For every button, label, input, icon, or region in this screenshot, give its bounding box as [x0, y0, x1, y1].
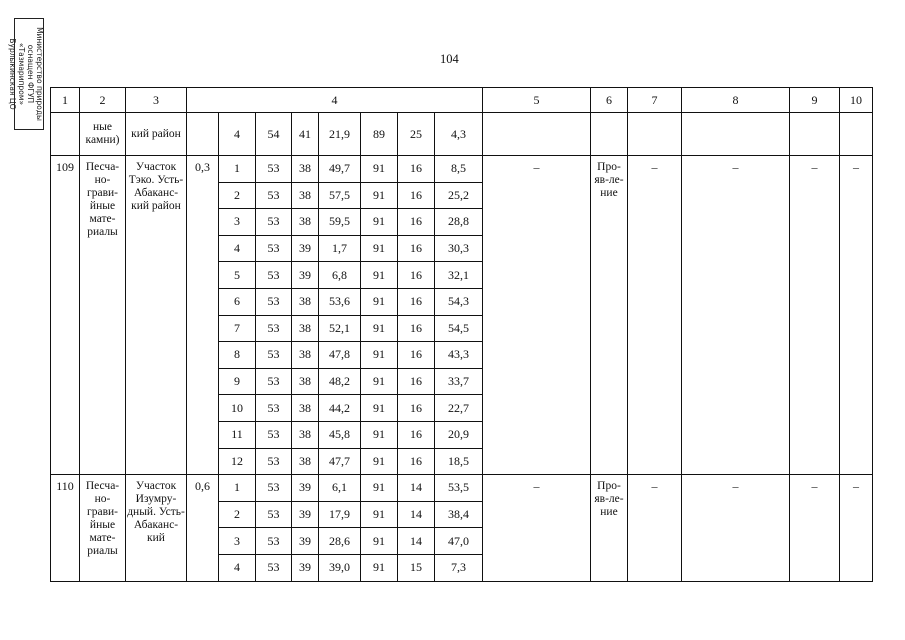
point-number: 4	[219, 554, 256, 581]
header-cell: 8	[682, 88, 790, 113]
dash-cell: –	[840, 475, 873, 581]
coord-cell: 53	[256, 554, 292, 581]
page-number: 104	[440, 52, 459, 66]
header-cell: 4	[187, 88, 483, 113]
location-cell: Участок Тэко. Усть-Абаканс-кий район	[126, 156, 187, 475]
coord-cell: 38	[292, 342, 319, 369]
dash-cell: –	[840, 156, 873, 475]
material-cell: ные камни)	[80, 113, 126, 156]
header-row	[51, 88, 873, 113]
coord-cell: 45,8	[319, 421, 361, 448]
coord-cell: 91	[361, 235, 398, 262]
header-cell: 2	[80, 88, 126, 113]
stamp-line: оснащен ФГУП «Тазмарипром»	[17, 42, 35, 106]
material-cell: Песча-но-грави-йные мате-риалы	[80, 475, 126, 581]
coord-cell: 15	[398, 554, 435, 581]
dash-cell: –	[483, 156, 591, 475]
coord-cell: 43,3	[435, 342, 483, 369]
deposits-table	[50, 87, 873, 582]
point-number: 10	[219, 395, 256, 422]
stamp-line: Министерство природы	[35, 27, 44, 121]
cell	[483, 113, 591, 156]
coord-cell: 44,2	[319, 395, 361, 422]
area-cell: 0,3	[187, 156, 219, 475]
point-number: 12	[219, 448, 256, 475]
location-cell: Участок Изумру-дный. Усть-Абаканс-кий	[126, 475, 187, 581]
coord-cell: 39	[292, 235, 319, 262]
point-number: 7	[219, 315, 256, 342]
coord-cell: 38	[292, 448, 319, 475]
coord-cell: 53	[256, 475, 292, 502]
header-cell: 6	[591, 88, 628, 113]
header-cell: 7	[628, 88, 682, 113]
coord-cell: 53	[256, 421, 292, 448]
coord-cell: 53	[256, 235, 292, 262]
coord-cell: 53	[256, 528, 292, 555]
coord-cell: 41	[292, 113, 319, 156]
coord-cell: 38	[292, 288, 319, 315]
coord-cell: 47,0	[435, 528, 483, 555]
type-cell: Про-яв-ле-ние	[591, 475, 628, 581]
coord-cell: 91	[361, 315, 398, 342]
stamp-text	[8, 18, 44, 130]
type-cell: Про-яв-ле-ние	[591, 156, 628, 475]
header-cell: 10	[840, 88, 873, 113]
coord-cell: 4,3	[435, 113, 483, 156]
coord-cell: 91	[361, 421, 398, 448]
coord-cell: 14	[398, 528, 435, 555]
coord-cell: 53	[256, 368, 292, 395]
table-row	[51, 475, 873, 502]
coord-cell: 91	[361, 156, 398, 183]
coord-cell: 39	[292, 554, 319, 581]
coord-cell: 91	[361, 342, 398, 369]
coord-cell: 17,9	[319, 501, 361, 528]
coord-cell: 16	[398, 342, 435, 369]
coord-cell: 53,5	[435, 475, 483, 502]
coord-cell: 21,9	[319, 113, 361, 156]
coord-cell: 38	[292, 315, 319, 342]
coord-cell: 8,5	[435, 156, 483, 183]
coord-cell: 54,3	[435, 288, 483, 315]
coord-cell: 38	[292, 182, 319, 209]
coord-cell: 91	[361, 554, 398, 581]
point-number: 6	[219, 288, 256, 315]
library-stamp	[8, 18, 44, 130]
coord-cell: 28,8	[435, 209, 483, 236]
cell	[187, 113, 219, 156]
point-number: 1	[219, 156, 256, 183]
point-number: 4	[219, 113, 256, 156]
coord-cell: 1,7	[319, 235, 361, 262]
cell	[790, 113, 840, 156]
dash-cell: –	[790, 156, 840, 475]
coord-cell: 18,5	[435, 448, 483, 475]
coord-cell: 16	[398, 448, 435, 475]
coord-cell: 52,1	[319, 315, 361, 342]
coord-cell: 14	[398, 501, 435, 528]
coord-cell: 33,7	[435, 368, 483, 395]
coord-cell: 20,9	[435, 421, 483, 448]
coord-cell: 16	[398, 315, 435, 342]
coord-cell: 54,5	[435, 315, 483, 342]
coord-cell: 47,7	[319, 448, 361, 475]
coord-cell: 16	[398, 395, 435, 422]
coord-cell: 38	[292, 156, 319, 183]
coord-cell: 53	[256, 288, 292, 315]
coord-cell: 91	[361, 528, 398, 555]
coord-cell: 91	[361, 448, 398, 475]
location-cell: кий район	[126, 113, 187, 156]
point-number: 2	[219, 501, 256, 528]
coord-cell: 16	[398, 156, 435, 183]
coord-cell: 16	[398, 209, 435, 236]
cell	[591, 113, 628, 156]
coord-cell: 39	[292, 262, 319, 289]
coord-cell: 48,2	[319, 368, 361, 395]
coord-cell: 38	[292, 395, 319, 422]
header-cell: 9	[790, 88, 840, 113]
coord-cell: 91	[361, 209, 398, 236]
stamp-line: Бурлыкинская ЦО	[8, 38, 17, 110]
dash-cell: –	[628, 156, 682, 475]
coord-cell: 53,6	[319, 288, 361, 315]
coord-cell: 91	[361, 501, 398, 528]
point-number: 3	[219, 528, 256, 555]
coord-cell: 91	[361, 288, 398, 315]
cell	[51, 113, 80, 156]
coord-cell: 91	[361, 262, 398, 289]
coord-cell: 57,5	[319, 182, 361, 209]
dash-cell: –	[682, 156, 790, 475]
coord-cell: 22,7	[435, 395, 483, 422]
coord-cell: 16	[398, 421, 435, 448]
point-number: 8	[219, 342, 256, 369]
table-row	[51, 156, 873, 183]
cell	[628, 113, 682, 156]
point-number: 5	[219, 262, 256, 289]
point-number: 9	[219, 368, 256, 395]
coord-cell: 39	[292, 501, 319, 528]
coord-cell: 32,1	[435, 262, 483, 289]
continuation-row	[51, 113, 873, 156]
point-number: 4	[219, 235, 256, 262]
coord-cell: 91	[361, 475, 398, 502]
coord-cell: 53	[256, 209, 292, 236]
header-cell: 3	[126, 88, 187, 113]
coord-cell: 54	[256, 113, 292, 156]
point-number: 11	[219, 421, 256, 448]
coord-cell: 53	[256, 342, 292, 369]
coord-cell: 39,0	[319, 554, 361, 581]
cell	[840, 113, 873, 156]
coord-cell: 30,3	[435, 235, 483, 262]
coord-cell: 91	[361, 368, 398, 395]
coord-cell: 25,2	[435, 182, 483, 209]
coord-cell: 39	[292, 475, 319, 502]
coord-cell: 16	[398, 235, 435, 262]
dash-cell: –	[628, 475, 682, 581]
point-number: 1	[219, 475, 256, 502]
coord-cell: 53	[256, 262, 292, 289]
coord-cell: 39	[292, 528, 319, 555]
entry-number: 109	[51, 156, 80, 475]
coord-cell: 59,5	[319, 209, 361, 236]
coord-cell: 16	[398, 288, 435, 315]
coord-cell: 53	[256, 315, 292, 342]
coord-cell: 28,6	[319, 528, 361, 555]
header-cell: 5	[483, 88, 591, 113]
coord-cell: 91	[361, 182, 398, 209]
coord-cell: 16	[398, 368, 435, 395]
coord-cell: 53	[256, 182, 292, 209]
coord-cell: 53	[256, 501, 292, 528]
dash-cell: –	[483, 475, 591, 581]
material-cell: Песча-но-грави-йные мате-риалы	[80, 156, 126, 475]
coord-cell: 6,8	[319, 262, 361, 289]
coord-cell: 53	[256, 156, 292, 183]
dash-cell: –	[682, 475, 790, 581]
point-number: 3	[219, 209, 256, 236]
area-cell: 0,6	[187, 475, 219, 581]
header-cell: 1	[51, 88, 80, 113]
coord-cell: 38,4	[435, 501, 483, 528]
coord-cell: 53	[256, 448, 292, 475]
coord-cell: 89	[361, 113, 398, 156]
coord-cell: 6,1	[319, 475, 361, 502]
coord-cell: 7,3	[435, 554, 483, 581]
coord-cell: 25	[398, 113, 435, 156]
coord-cell: 38	[292, 421, 319, 448]
cell	[682, 113, 790, 156]
coord-cell: 53	[256, 395, 292, 422]
coord-cell: 16	[398, 262, 435, 289]
entry-number: 110	[51, 475, 80, 581]
coord-cell: 38	[292, 209, 319, 236]
point-number: 2	[219, 182, 256, 209]
coord-cell: 49,7	[319, 156, 361, 183]
coord-cell: 16	[398, 182, 435, 209]
coord-cell: 47,8	[319, 342, 361, 369]
coord-cell: 14	[398, 475, 435, 502]
coord-cell: 91	[361, 395, 398, 422]
dash-cell: –	[790, 475, 840, 581]
coord-cell: 38	[292, 368, 319, 395]
